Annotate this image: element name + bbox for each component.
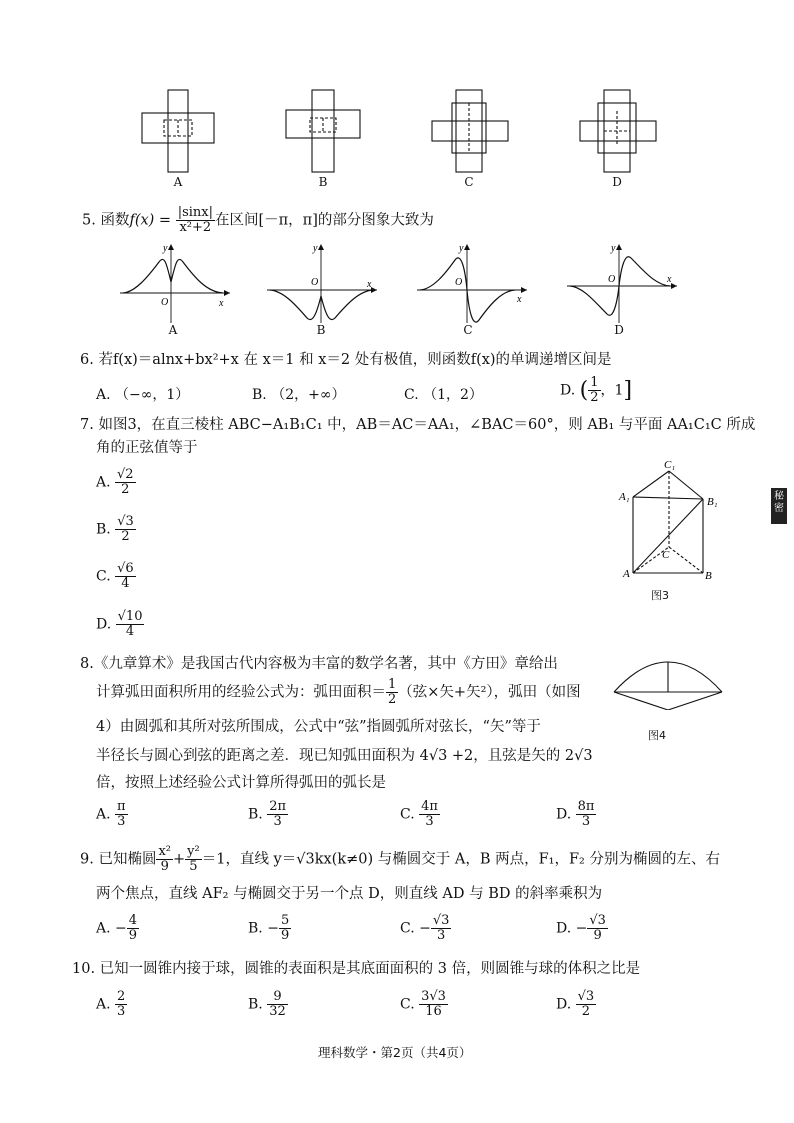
svg-text:C₁: C₁ [664,459,676,471]
svg-text:A: A [623,568,630,580]
q5-graph-a [120,243,230,323]
q4-label-d: D [612,175,622,189]
q7-option-a: A. $\frac{√2}{2}$ [96,467,134,497]
q8-stem-line3: 4）由圆弧和其所对弦所围成，公式中“弦”指圆弧所对弦长，“矢”等于 [96,719,541,735]
q9-option-a: A. − $\frac{4}{9}$ [96,913,138,943]
svg-text:y: y [611,243,616,254]
q8-option-a: A. $\frac{\pi}{3}$ [96,799,126,829]
svg-text:B₁: B₁ [707,496,718,508]
q7-option-d: D. $\frac{√10}{4}$ [96,609,143,639]
q9-option-d: D. − $\frac{√3}{9}$ [556,913,606,943]
svg-text:B: B [705,570,712,582]
q10-option-b: B. $\frac{9}{32}$ [248,989,286,1019]
q10-option-c: C. $\frac{3√3}{16}$ [400,989,446,1019]
q10-option-a: A. $\frac{2}{3}$ [96,989,126,1019]
svg-text:A₁: A₁ [619,491,630,503]
q5-stem: 5. 函数f(x) = $\frac{|\sin x|}{\text{x²+2}}$ 在区间[－π，π]的部分图象大致为 [82,205,434,235]
q6-option-a: A. （−∞，1） [96,387,190,403]
q10-stem: 10. 已知一圆锥内接于球，圆锥的表面积是其底面面积的 3 倍，则圆锥与球的体积之比是 [72,961,641,977]
q8-stem-line2: 计算弧田面积所用的经验公式为：弧田面积＝ $\frac{1}{2}$ （弦×矢+矢²），弧田（如图 [96,677,581,707]
q7-prism-figure [615,455,725,585]
q5-label-d: D [614,323,624,337]
q8-arc-figure [608,650,728,710]
q7-option-c: C. $\frac{√6}{4}$ [96,561,134,591]
page-footer: 理科数学・第2页（共4页） [318,1045,472,1060]
q5-graphs [115,238,695,328]
q8-option-d: D. $\frac{8\pi}{3}$ [556,799,595,829]
q8-option-b: B. $\frac{2\pi}{3}$ [248,799,287,829]
side-tab: 秘密 [771,488,787,524]
q6-stem: 6. 若f(x)＝alnx+bx²+x 在 x＝1 和 x＝2 处有极值，则函数f(x)的单调递增区间是 [80,352,612,368]
q7-option-b: B. $\frac{√3}{2}$ [96,514,134,544]
q6-option-d: D. ( $\frac{1}{2}$ ，1] [560,375,633,405]
svg-text:O: O [161,297,169,308]
svg-text:O: O [608,274,616,285]
svg-text:x: x [517,294,522,305]
svg-text:y: y [459,243,464,254]
svg-text:x: x [367,279,372,290]
q4-label-b: B [318,175,328,189]
q5-label-b: B [316,323,326,337]
q5-graph-c [417,243,527,323]
q9-stem-line1: 9. 已知椭圆 $\frac{\text{x²}}{9}$ + $\frac{\text{y²}}{5}$ ＝1，直线 y＝√3kx(k≠0) 与椭圆交于 A，B 两点，F₁，F₂ 分别为椭圆的左、右 [80,844,720,874]
q5-graph-d [567,243,677,323]
q4-label-c: C [464,175,474,189]
q7-stem-line2: 角的正弦值等于 [96,440,198,456]
svg-text:y: y [313,243,318,254]
q4-figure-d [580,90,656,172]
svg-text:x: x [667,274,672,285]
q6-option-b: B. （2，+∞） [252,387,346,403]
q5-label-a: A [168,323,178,337]
q4-figure-a [142,90,214,172]
q9-stem-line2: 两个焦点，直线 AF₂ 与椭圆交于另一个点 D，则直线 AD 与 BD 的斜率乘积为 [96,886,603,902]
q4-figures [130,85,670,175]
q8-stem-line5: 倍，按照上述经验公式计算所得弧田的弧长是 [96,775,386,791]
svg-text:O: O [311,277,319,288]
q8-stem-line4: 半径长与圆心到弦的距离之差．现已知弧田面积为 4√3 +2，且弦是矢的 2√3 [96,748,593,764]
q6-option-c: C. （1，2） [404,387,483,403]
q4-label-a: A [173,175,183,189]
svg-text:O: O [455,277,463,288]
q4-figure-b [286,90,360,172]
q8-option-c: C. $\frac{4\pi}{3}$ [400,799,438,829]
q5-graph-b [267,243,377,323]
svg-text:x: x [219,298,224,309]
q9-option-c: C. − $\frac{√3}{3}$ [400,913,450,943]
q10-option-d: D. $\frac{√3}{2}$ [556,989,595,1019]
q5-label-c: C [463,323,473,337]
svg-text:y: y [163,243,168,254]
q7-stem-line1: 7. 如图3，在直三棱柱 ABC−A₁B₁C₁ 中，AB＝AC＝AA₁，∠BAC＝60°，则 AB₁ 与平面 AA₁C₁C 所成 [80,417,756,433]
svg-text:C: C [662,549,670,561]
q7-figure-caption: 图3 [651,589,669,602]
q9-option-b: B. − $\frac{5}{9}$ [248,913,290,943]
q4-figure-c [432,90,508,172]
q8-figure-caption: 图4 [648,729,666,742]
q8-stem-line1: 8.《九章算术》是我国古代内容极为丰富的数学名著，其中《方田》章给出 [80,656,558,672]
